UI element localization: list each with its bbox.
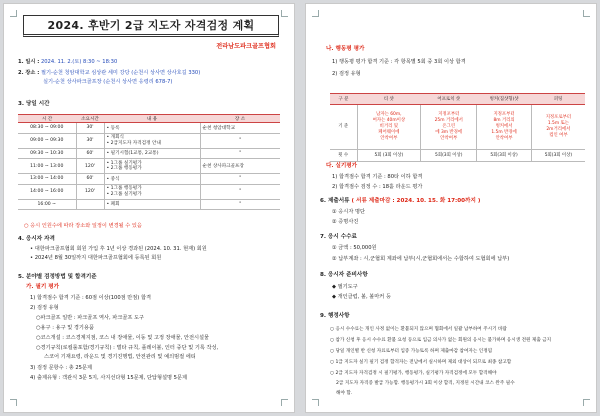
cell-place: " <box>200 148 280 159</box>
fee-amount: ① 금액 : 50,000원 <box>332 245 377 251</box>
eligibility-line-2: • 2024년 8월 30일까지 대한파크골프협회에 등록된 회원 <box>30 255 162 261</box>
col-putting: 퍼팅 <box>531 94 585 105</box>
documents-line: ① 응시자 명단 <box>332 209 366 215</box>
eligibility-line-1: • 대한파크골프협회 회원 가입 후 1년 이상 경과된 (2024. 10. 31. 현재) 회원 <box>30 246 207 252</box>
table-row <box>18 184 280 199</box>
cell-duration: 120' <box>76 184 104 199</box>
admin-line: ○ 참가 신청 후 응시 수수료 환불 요청 등으로 입금 의사가 없는 회원의 응시는 불가하며 응시생 전원 제출 금지 <box>330 338 552 343</box>
cell-duration: 60' <box>76 148 104 159</box>
written-line: ○코스개설 : 코스경계지점, 코스 내 장애물, 이동 및 고정 장애물, 안전시설물 <box>36 335 210 341</box>
cell-time: 13:00 ~ 14:00 <box>18 174 76 185</box>
practical-eval-heading: 다. 실기평가 <box>326 163 358 169</box>
venue-label: 2. 장소 : <box>18 70 40 76</box>
documents-heading <box>320 198 480 205</box>
date-label: 1. 일시 : <box>18 59 40 65</box>
schedule-note: ○ 응시 인원수에 따라 장소와 일정이 변경될 수 있음 <box>24 223 142 229</box>
page-1 <box>3 3 295 413</box>
admin-line: 해야 함. <box>336 391 353 396</box>
cell-time: 09:30 ~ 10:30 <box>18 148 76 159</box>
crop-mark <box>312 399 319 406</box>
crop-mark <box>583 10 590 17</box>
cell-content: • 1그룹 행동평가 • 2그룹 실기평가 <box>104 184 200 199</box>
cell-content: • 필기시험(1교통, 2교통) <box>104 148 200 159</box>
col-content: 내 용 <box>104 115 200 123</box>
crop-mark <box>583 399 590 406</box>
documents-title: 6. 제출서류 <box>320 198 350 204</box>
admin-heading: 9. 행정사항 <box>320 313 350 319</box>
col-time: 시 간 <box>18 115 76 123</box>
organization-name: 전라남도파크골프협회 <box>216 43 276 50</box>
criteria-cell: 남자는 60m, 여자는 40m이상 비거리 및 페어웨이에 안착여부 <box>357 105 421 150</box>
criteria-cell: 지정포부터 25m 거리에서 온그린 에 3m 반경에 안착여부 <box>421 105 477 150</box>
behavior-line: 2) 검정 유형 <box>332 71 361 77</box>
cell-time: 09:00 ~ 09:30 <box>18 133 76 148</box>
preparation-line: ◆ 필기도구 <box>332 284 358 290</box>
schedule-heading: 3. 당일 시간 <box>18 101 50 107</box>
crop-mark <box>312 10 319 17</box>
behavior-eval-heading: 나. 행동평 평가 <box>326 46 365 52</box>
written-line: 3) 검정 문항수 : 총 25문제 <box>30 365 93 371</box>
cell-duration: 30' <box>76 133 104 148</box>
admin-line: ○ 응시 수수료는 개인 사정 없이는 환불되지 않으며 협회에서 일괄 납부하여 주시기 바람 <box>330 327 507 332</box>
crop-mark <box>281 399 288 406</box>
document-title: 2024. 후반기 2급 지도자 자격검정 계획 <box>23 15 279 37</box>
table-row <box>18 199 280 210</box>
written-line: 2) 검정 유형 <box>30 305 59 311</box>
crop-mark <box>281 10 288 17</box>
cell-content: • 중식 <box>104 174 200 185</box>
venue-practical: 실기-순천 상사파크골프장 (순천시 상사면 응령리 678-7) <box>43 79 173 85</box>
crop-mark <box>10 10 17 17</box>
written-line: 4) 출제유형 : 객관식 3문 5지, 사지선다형 15문제, 단답형설명 5문제 <box>30 375 187 381</box>
practical-line: 1) 합격점수 합격 기준 : 80타 이하 합격 <box>332 174 423 180</box>
count-cell: 5회(3회 이상) <box>477 150 532 162</box>
admin-line: ○ 당일 개인별 반 신청 자료로부터 입증 가능토록 하며 제출마감 참여자는 인정됨 <box>330 349 493 354</box>
written-line: 1) 합격점수 합격 기준 : 60점 이상(100점 만점) 합격 <box>30 295 151 301</box>
method-heading: 5. 분야별 검정방법 및 합격기준 <box>18 274 97 280</box>
count-cell: 5회(3회 이상) <box>531 150 585 162</box>
count-cell: 5회 (3회 이상) <box>357 150 421 162</box>
col-place: 장 소 <box>200 115 280 123</box>
practical-line: 2) 합격점수 검정 수 : 18홀 라운드 평가 <box>332 184 423 190</box>
table-row <box>18 159 280 174</box>
criteria-header-row <box>330 94 585 105</box>
criteria-cell: 지정포부터 8m 거리의 벙커에서 1.5m 반경에 안착여부 <box>477 105 532 150</box>
count-cell: 5회(3회 이상) <box>421 150 477 162</box>
cell-duration: 30' <box>76 123 104 134</box>
row-label: 기 준 <box>330 105 357 150</box>
venue-written: 필기-순천 청암대학교 심상관 세미 강당 (순천시 상사면 상사호길 330) <box>40 70 201 76</box>
table-row <box>18 174 280 185</box>
date-line <box>18 59 117 66</box>
cell-duration: 60' <box>76 174 104 185</box>
admin-line: 2급 지도자 자격증 발급 가능함. 행동평가시 3회 이상 합격, 지정된 시간내 코스 완주 필수 <box>336 381 515 386</box>
page-2 <box>305 3 597 413</box>
table-row <box>18 123 280 134</box>
written-line: ○용구 : 용구 및 경기용품 <box>36 325 94 331</box>
criteria-table <box>330 93 585 162</box>
cell-time: 11:00 ~ 13:00 <box>18 159 76 174</box>
cell-time: 16:00 ~ <box>18 199 76 210</box>
preparation-heading: 8. 응시자 준비사항 <box>320 272 368 278</box>
cell-place: " <box>200 184 280 199</box>
cell-content: • 등록 <box>104 123 200 134</box>
schedule-table <box>18 114 280 210</box>
documents-deadline: ( 서류 제출마감 : 2024. 10. 15. 화 17:00까지 ) <box>351 198 481 204</box>
cell-time: 08:30 ~ 09:00 <box>18 123 76 134</box>
row-label: 횟 수 <box>330 150 357 162</box>
cell-place: " <box>200 174 280 185</box>
table-row <box>18 133 280 148</box>
cell-duration: 120' <box>76 159 104 174</box>
cell-place: " <box>200 133 280 148</box>
written-line: ○파크골프 일반 : 파크골프 역사, 파크골프 도구 <box>36 315 145 321</box>
criteria-cell: 지정포로부터 1.5m 또는 2m거리에서 컵인 여부 <box>531 105 585 150</box>
col-duration: 소요시간 <box>76 115 104 123</box>
written-line: ○경기규칙(로컬룰포함/경기규칙) : 벌타 규칙, 플레이볼, 인터 중단 및 기록 작성, <box>36 345 219 351</box>
col-bunker: 벙커(칩샷형)샷 <box>477 94 532 105</box>
col-category: 구 분 <box>330 94 357 105</box>
date-value: 2024. 11. 2.(토) 8:30 ~ 18:30 <box>40 59 118 65</box>
table-row <box>330 105 585 150</box>
cell-time: 14:00 ~ 16:00 <box>18 184 76 199</box>
admin-line: ○ 2급 지도자 자격검정 시 필기평가, 행동평가, 실기평가 자격검정에 모두 합격해야 <box>330 371 497 376</box>
cell-place: 순천 청암대학교 <box>200 123 280 134</box>
cell-place: 순천 상사파크골프장 <box>200 159 280 174</box>
table-row <box>18 148 280 159</box>
table-row <box>330 150 585 162</box>
admin-line: ○ 1급 지도자 실기 필기 검정 합격자는 전남에서 실시하며 제외 대상이 되므로 최종 참고함 <box>330 360 512 365</box>
written-line: 스코어 기재요령, 라운드 및 경기진행법, 안전관리 및 예의범절 에티 <box>44 354 196 360</box>
cell-content: • 폐회 <box>104 199 200 210</box>
col-approach: 어프로치 샷 <box>421 94 477 105</box>
eligibility-heading: 4. 응시자 자격 <box>18 236 55 242</box>
fee-heading: 7. 응시 수수료 <box>320 234 357 240</box>
cell-content: • 개회식 • 2급지도자 자격검정 안내 <box>104 133 200 148</box>
crop-mark <box>10 399 17 406</box>
documents-line: ② 증명사진 <box>332 219 359 225</box>
cell-content: • 1그룹 실기평가 • 2그룹 행동평가 <box>104 159 200 174</box>
written-eval-heading: 가. 필기 평가 <box>26 284 60 290</box>
venue-line-1 <box>18 70 200 77</box>
preparation-line: ◆ 개인클럽, 볼, 볼마커 등 <box>332 294 391 300</box>
cell-duration <box>76 199 104 210</box>
cell-place: " <box>200 199 280 210</box>
fee-account: ② 납부계좌 : 시,군협회 계좌에 납부(시,군협회에서는 수합하여 도협회에 납부) <box>332 256 510 262</box>
behavior-line: 1) 행동평 평가 합격 기준 : 각 항목별 5회 중 3회 이상 합격 <box>332 59 466 65</box>
schedule-header-row <box>18 115 280 123</box>
col-tee-shot: 티 샷 <box>357 94 421 105</box>
